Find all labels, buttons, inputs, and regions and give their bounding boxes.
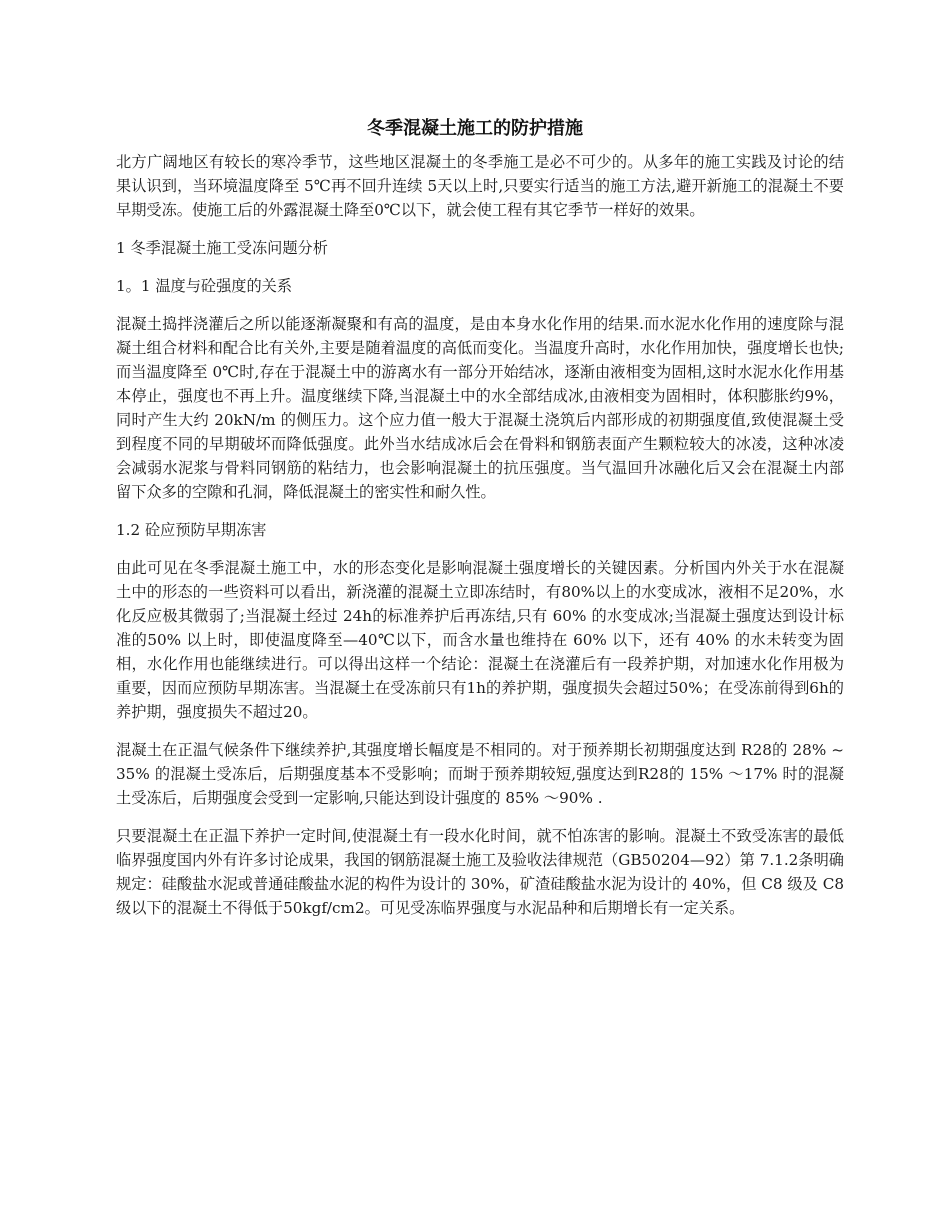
document-body [116,150,844,934]
subsection-heading: 1。1 温度与砼强度的关系 [116,277,293,295]
body-paragraph: 只要混凝土在正温下养护一定时间,使混凝土有一段水化时间，就不怕冻害的影响。混凝土不致受冻害的最低临界强度国内外有许多讨论成果，我国的钢筋混凝土施工及验收法律规范（GB50204—92）第 7.1.2条明确规定：硅酸盐水泥或普通硅酸盐水泥的构件为设计的 30%，矿渣硅酸盐水泥为设计的 40%，但 C8 级及 C8 级以下的混凝土不得低于50kgf/cm2。可见受冻临界强度与水泥品种和后期增长有一定关系。 [116,827,844,917]
section-heading: 1 冬季混凝土施工受冻问题分析 [116,239,328,257]
intro-paragraph: 北方广阔地区有较长的寒冷季节，这些地区混凝土的冬季施工是必不可少的。从多年的施工实践及讨论的结果认识到，当环境温度降至 5℃再不回升连续 5天以上时,只要实行适当的施工方法,避开新施工的混凝土不要早期受冻。使施工后的外露混凝土降至0℃以下，就会使工程有其它季节一样好的效果。 [116,153,844,219]
body-paragraph: 混凝土捣拌浇灌后之所以能逐渐凝聚和有高的温度，是由本身水化作用的结果.而水泥水化作用的速度除与混凝土组合材料和配合比有关外,主要是随着温度的高低而变化。当温度升高时，水化作用加快，强度增长也快;而当温度降至 0℃时,存在于混凝土中的游离水有一部分开始结冰，逐渐由液相变为固相,这时水泥水化作用基本停止，强度也不再上升。温度继续下降,当混凝土中的水全部结成冰,由液相变为固相时，体积膨胀约9%，同时产生大约 20kN/m 的侧压力。这个应力值一般大于混凝土浇筑后内部形成的初期强度值,致使混凝土受到程度不同的早期破坏而降低强度。此外当水结成冰后会在骨料和钢筋表面产生颗粒较大的冰凌，这种冰凌会减弱水泥浆与骨料同钢筋的粘结力，也会影响混凝土的抗压强度。当气温回升冰融化后又会在混凝土内部留下众多的空隙和孔洞，降低混凝土的密实性和耐久性。 [116,315,844,501]
body-paragraph: 混凝土在正温气候条件下继续养护,其强度增长幅度是不相同的。对于预养期长初期强度达到 R28的 28% ~35% 的混凝土受冻后，后期强度基本不受影响；而埘于预养期较短,强度达到R28的 15% ～17% 时的混凝土受冻后，后期强度会受到一定影响,只能达到设计强度的 85% ～90% . [116,741,844,807]
body-paragraph: 由此可见在冬季混凝土施工中，水的形态变化是影响混凝土强度增长的关键因素。分析国内外关于水在混凝土中的形态的一些资料可以看出，新浇灌的混凝土立即冻结时，有80%以上的水变成冰，液相不足20%，水化反应极其微弱了;当混凝土经过 24h的标准养护后再冻结,只有 60% 的水变成冰;当混凝土强度达到设计标准的50% 以上时，即使温度降至—40℃以下，而含水量也维持在 60% 以下，还有 40% 的水未转变为固相，水化作用也能继续进行。可以得出这样一个结论：混凝土在浇灌后有一段养护期，对加速水化作用极为重要，因而应预防早期冻害。当混凝土在受冻前只有1h的养护期，强度损失会超过50%；在受冻前得到6h的养护期，强度损失不超过20。 [116,559,844,721]
subsection-heading: 1.2 砼应预防早期冻害 [116,521,267,539]
document-title: 冬季混凝土施工的防护措施 [367,118,583,139]
